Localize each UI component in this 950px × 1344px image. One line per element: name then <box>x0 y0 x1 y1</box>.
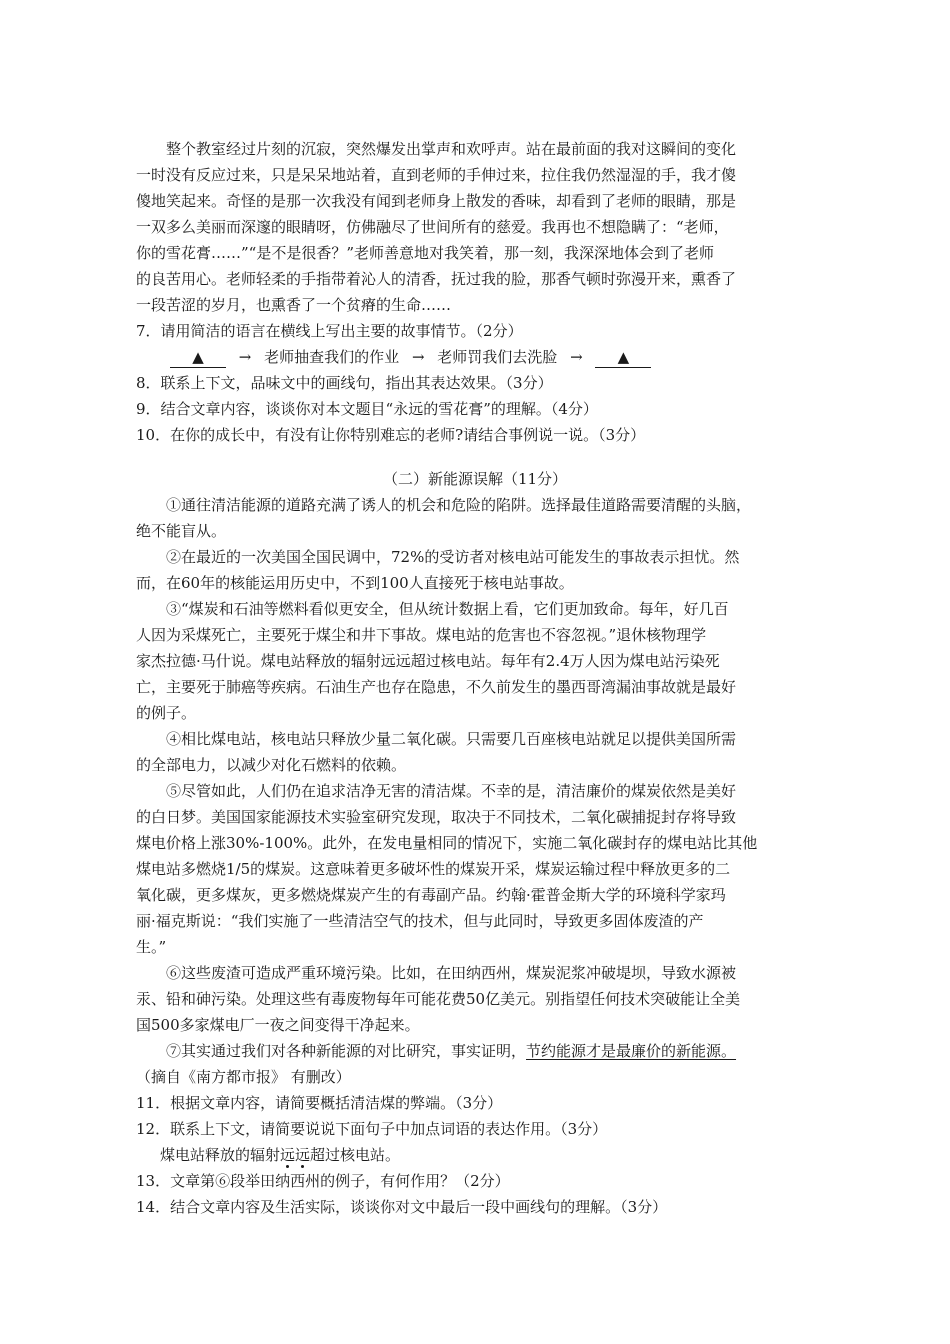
question-13: 13．文章第⑥段举田纳西州的例子，有何作用？（2分） <box>136 1172 510 1190</box>
article-line: ⑥这些废渣可造成严重环境污染。比如，在田纳西州，煤炭泥浆冲破堤坝，导致水源被 <box>166 964 737 982</box>
article-line: 家杰拉德·马什说。煤电站释放的辐射远远超过核电站。每年有2.4万人因为煤电站污染死 <box>136 652 720 670</box>
plot-step: 老师抽查我们的作业 <box>264 348 400 366</box>
story-paragraph-line: 一双多么美丽而深邃的眼睛呀，仿佛融尽了世间所有的慈爱。我再也不想隐瞒了：“老师， <box>136 218 729 236</box>
question-14: 14．结合文章内容及生活实际，谈谈你对文中最后一段中画线句的理解。（3分） <box>136 1198 668 1216</box>
article-line: ⑤尽管如此，人们仍在追求洁净无害的清洁煤。不幸的是，清洁廉价的煤炭依然是美好 <box>166 782 737 800</box>
question-12: 12．联系上下文，请简要说说下面句子中加点词语的表达作用。（3分） <box>136 1120 608 1138</box>
story-paragraph-line: 整个教室经过片刻的沉寂，突然爆发出掌声和欢呼声。站在最前面的我对这瞬间的变化 <box>166 140 737 158</box>
question-7: 7．请用简洁的语言在横线上写出主要的故事情节。（2分） <box>136 322 523 340</box>
section-title: （二）新能源误解（11分） <box>382 470 568 488</box>
article-line: 丽·福克斯说：“我们实施了一些清洁空气的技术，但与此同时，导致更多固体废渣的产 <box>136 912 704 930</box>
story-paragraph-line: 一段苦涩的岁月，也熏香了一个贫瘠的生命…… <box>136 296 452 314</box>
dotted-word: 远 <box>280 1146 296 1164</box>
article-line-final <box>166 1038 736 1064</box>
article-line: 生。” <box>136 938 167 956</box>
article-line: 的全部电力，以减少对化石燃料的依赖。 <box>136 756 407 774</box>
article-line: 的例子。 <box>136 704 197 722</box>
article-line: 而，在60年的核能运用历史中，不到100人直接死于核电站事故。 <box>136 574 574 592</box>
plot-step: 老师罚我们去洗脸 <box>437 348 558 366</box>
question-8: 8．联系上下文，品味文中的画线句，指出其表达效果。（3分） <box>136 374 553 392</box>
article-line: 氧化碳，更多煤灰，更多燃烧煤炭产生的有毒副产品。约翰·霍普金斯大学的环境科学家玛 <box>136 886 726 904</box>
article-text: ⑦其实通过我们对各种新能源的对比研究，事实证明， <box>166 1042 527 1060</box>
story-paragraph-line: 一时没有反应过来，只是呆呆地站着，直到老师的手伸过来，拉住我仍然湿湿的手，我才傻 <box>136 166 737 184</box>
article-line: ②在最近的一次美国全国民调中，72%的受访者对核电站可能发生的事故表示担忧。然 <box>166 548 740 566</box>
source-note: （摘自《南方都市报》 有删改） <box>136 1068 351 1086</box>
article-line: 人因为采煤死亡，主要死于煤尘和井下事故。煤电站的危害也不容忽视。”退休核物理学 <box>136 626 707 644</box>
article-line: 国500多家煤电厂一夜之间变得干净起来。 <box>136 1016 420 1034</box>
question-9: 9．结合文章内容，谈谈你对本文题目“永远的雪花膏”的理解。（4分） <box>136 400 598 418</box>
article-line: 煤电站多燃烧1/5的煤炭。这意味着更多破坏性的煤炭开采，煤炭运输过程中释放更多的二 <box>136 860 731 878</box>
underlined-sentence: 节约能源才是最廉价的新能源。 <box>526 1042 737 1060</box>
article-line: ③“煤炭和石油等燃料看似更安全，但从统计数据上看，它们更加致命。每年，好几百 <box>166 600 729 618</box>
arrow-icon: → <box>238 348 252 366</box>
question-12-sentence <box>160 1142 400 1168</box>
question-10: 10．在你的成长中，有没有让你特别难忘的老师?请结合事例说一说。（3分） <box>136 426 646 444</box>
article-line: 亡，主要死于肺癌等疾病。石油生产也存在隐患，不久前发生的墨西哥湾漏油事故就是最好 <box>136 678 737 696</box>
story-paragraph-line: 的良苦用心。老师轻柔的手指带着沁人的清香，抚过我的脸，那香气顿时弥漫开来，熏香了 <box>136 270 737 288</box>
story-paragraph-line: 你的雪花膏……”“是不是很香？”老师善意地对我笑着，那一刻，我深深地体会到了老师 <box>136 244 715 262</box>
article-line: 的白日梦。美国国家能源技术实验室研究发现，取决于不同技术，二氧化碳捕捉封存将导致 <box>136 808 737 826</box>
answer-blank[interactable]: ▲ <box>170 347 226 368</box>
article-line: 汞、铅和砷污染。处理这些有毒废物每年可能花费50亿美元。别指望任何技术突破能让全美 <box>136 990 741 1008</box>
question-11: 11．根据文章内容，请简要概括清洁煤的弊端。（3分） <box>136 1094 503 1112</box>
arrow-icon: → <box>411 348 425 366</box>
article-line: ④相比煤电站，核电站只释放少量二氧化碳。只需要几百座核电站就足以提供美国所需 <box>166 730 737 748</box>
sentence-text: 超过核电站。 <box>310 1146 401 1164</box>
answer-blank[interactable]: ▲ <box>595 347 651 368</box>
arrow-icon: → <box>570 348 583 366</box>
sentence-text: 煤电站释放的辐射 <box>160 1146 281 1164</box>
dotted-word: 远 <box>295 1146 311 1164</box>
article-line: ①通往清洁能源的道路充满了诱人的机会和危险的陷阱。选择最佳道路需要清醒的头脑， <box>166 496 752 514</box>
article-line: 煤电价格上涨30%-100%。此外，在发电量相同的情况下，实施二氧化碳封存的煤电站比其他 <box>136 834 758 852</box>
plot-chain <box>170 344 651 370</box>
article-line: 绝不能盲从。 <box>136 522 227 540</box>
story-paragraph-line: 傻地笑起来。奇怪的是那一次我没有闻到老师身上散发的香味，却看到了老师的眼睛，那是 <box>136 192 737 210</box>
